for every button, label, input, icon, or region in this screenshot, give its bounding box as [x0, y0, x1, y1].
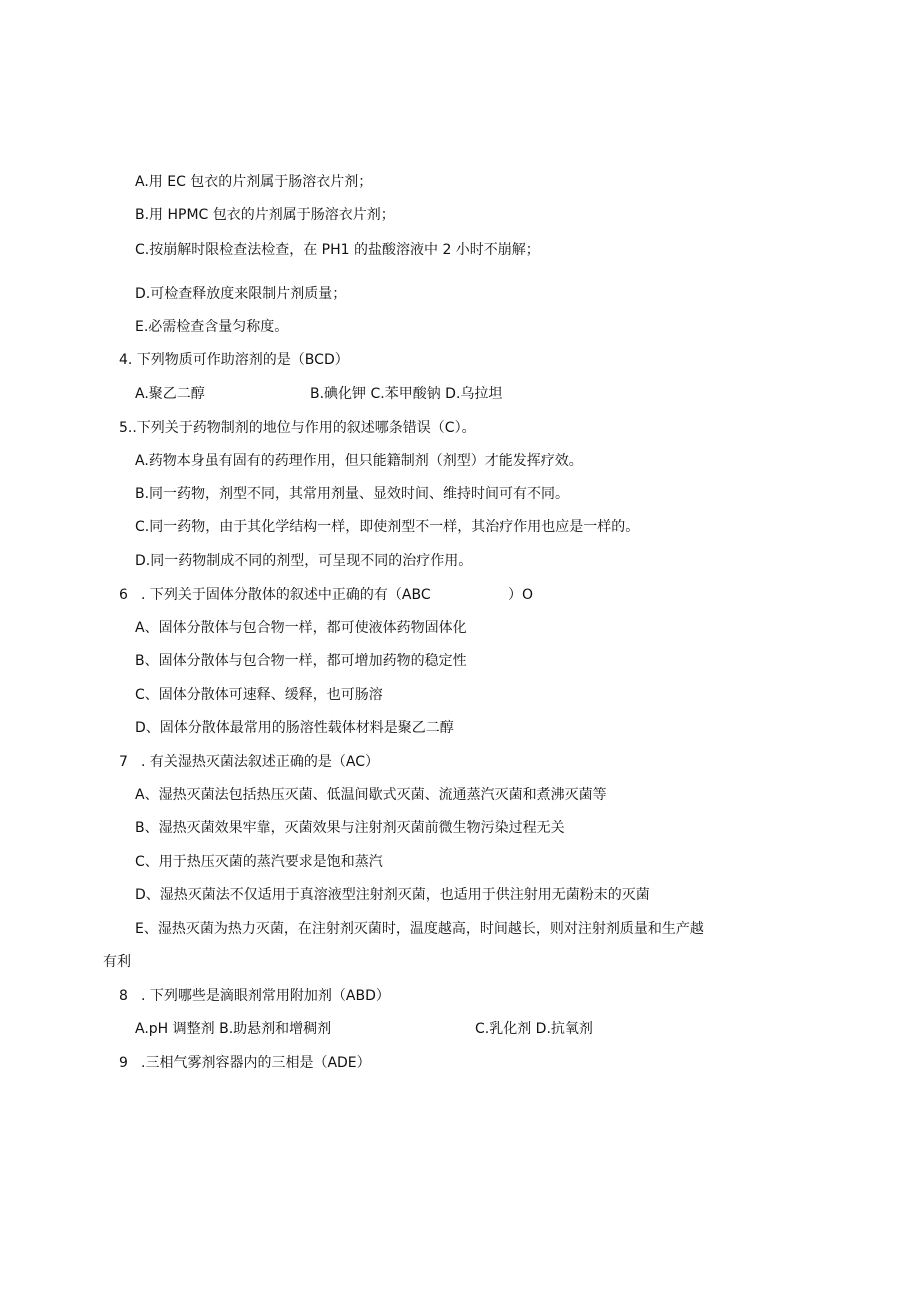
question-9: .三相气雾剂容器内的三相是（ADE）: [141, 1055, 371, 1071]
option-3d: D.可检查释放度来限制片剂质量；: [135, 286, 347, 302]
question-8-number: 8: [119, 988, 128, 1004]
option-7c: C、用于热压灭菌的蒸汽要求是饱和蒸汽: [135, 854, 383, 870]
question-7: . 有关湿热灭菌法叙述正确的是（AC）: [141, 754, 380, 770]
question-6-end: ）O: [508, 587, 534, 603]
option-3e: E.必需检查含量匀称度。: [135, 319, 289, 335]
question-8: . 下列哪些是滴眼剂常用附加剂（ABD）: [141, 988, 390, 1004]
option-5b: B.同一药物，剂型不同，其常用剂量、显效时间、维持时间可有不同。: [135, 486, 570, 502]
option-5d: D.同一药物制成不同的剂型，可呈现不同的治疗作用。: [135, 553, 473, 569]
option-8ab: A.pH 调整剂 B.助悬剂和增稠剂: [135, 1021, 332, 1037]
question-6-number: 6: [119, 587, 128, 603]
question-5: 5..下列关于药物制剂的地位与作用的叙述哪条错误（C）。: [119, 420, 476, 436]
question-6: . 下列关于固体分散体的叙述中正确的有（ABC: [141, 587, 431, 603]
option-4a: A.聚乙二醇: [135, 386, 205, 402]
option-7e: E、湿热灭菌为热力灭菌，在注射剂灭菌时，温度越高，时间越长，则对注射剂质量和生产越: [135, 921, 704, 937]
option-5c: C.同一药物，由于其化学结构一样，即使剂型不一样，其治疗作用也应是一样的。: [135, 519, 640, 535]
option-5a: A.药物本身虽有固有的药理作用，但只能籍制剂（剂型）才能发挥疗效。: [135, 453, 583, 469]
option-7b: B、湿热灭菌效果牢靠，灭菌效果与注射剂灭菌前微生物污染过程无关: [135, 820, 565, 836]
option-8cd: C.乳化剂 D.抗氧剂: [475, 1021, 593, 1037]
option-3a: A.用 EC 包衣的片剂属于肠溶衣片剂；: [135, 174, 373, 190]
question-4: 4. 下列物质可作助溶剂的是（BCD）: [119, 352, 349, 368]
option-6d: D、固体分散体最常用的肠溶性载体材料是聚乙二醇: [135, 720, 454, 736]
option-7e-continuation: 有利: [103, 954, 131, 970]
option-7d: D、湿热灭菌法不仅适用于真溶液型注射剂灭菌，也适用于供注射用无菌粉末的灭菌: [135, 887, 650, 903]
option-6b: B、固体分散体与包合物一样，都可增加药物的稳定性: [135, 653, 467, 669]
option-7a: A、湿热灭菌法包括热压灭菌、低温间歇式灭菌、流通蒸汽灭菌和煮沸灭菌等: [135, 787, 607, 803]
option-3b: B.用 HPMC 包衣的片剂属于肠溶衣片剂；: [135, 207, 395, 223]
option-3c: C.按崩解时限检查法检查，在 PH1 的盐酸溶液中 2 小时不崩解；: [135, 242, 540, 258]
option-6a: A、固体分散体与包合物一样，都可使液体药物固体化: [135, 620, 467, 636]
question-9-number: 9: [119, 1055, 128, 1071]
option-6c: C、固体分散体可速释、缓释，也可肠溶: [135, 687, 383, 703]
option-4bcd: B.碘化钾 C.苯甲酸钠 D.乌拉坦: [310, 386, 503, 402]
question-7-number: 7: [119, 754, 128, 770]
